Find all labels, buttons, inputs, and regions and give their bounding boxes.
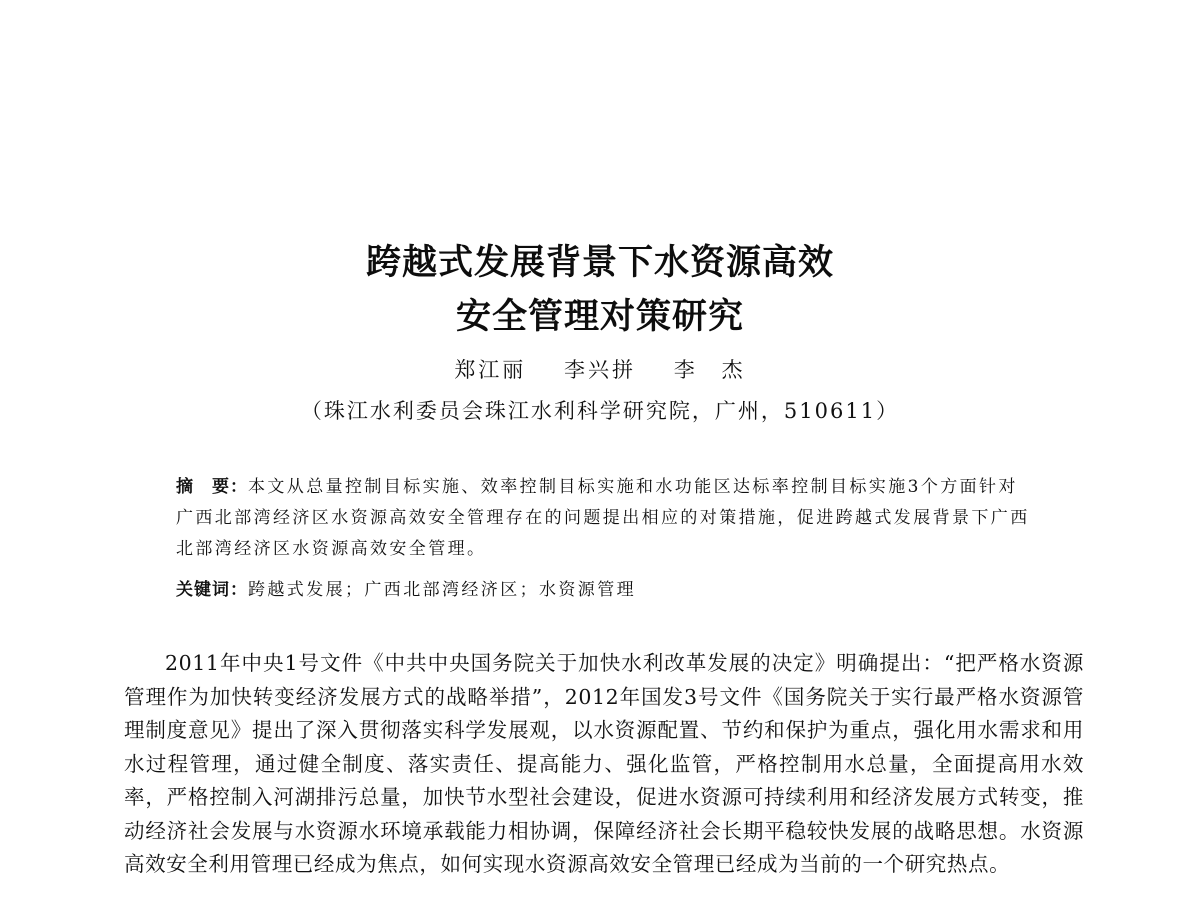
keywords-label: 关键词：	[176, 580, 248, 600]
paper-title	[0, 236, 1200, 344]
author-1: 郑江丽	[454, 358, 527, 382]
abstract-label-part1: 摘	[176, 477, 194, 497]
keywords-text: 跨越式发展；广西北部湾经济区；水资源管理	[248, 580, 636, 600]
abstract-label	[176, 477, 248, 497]
author-affiliation: （珠江水利委员会珠江水利科学研究院，广州，510611）	[300, 399, 900, 423]
author-2: 李兴拼	[564, 358, 636, 382]
abstract-text: 本文从总量控制目标实施、效率控制目标实施和水功能区达标率控制目标实施3个方面针对广西北部湾经济区水资源高效安全管理存在的问题提出相应的对策措施，促进跨越式发展背景下广西北部湾经济区水资源高效安全管理。	[176, 477, 1030, 559]
abstract	[176, 472, 1036, 565]
author-3: 李 杰	[673, 358, 746, 382]
abstract-label-part2: 要：	[212, 477, 248, 497]
author-list	[0, 355, 1200, 385]
keywords	[176, 575, 1036, 606]
title-line-1: 跨越式发展背景下水资源高效	[365, 243, 834, 283]
body-paragraph: 2011年中央1号文件《中共中央国务院关于加快水利改革发展的决定》明确提出：“把严格水资源管理作为加快转变经济发展方式的战略举措”，2012年国发3号文件《国务院关于实行最严格水资源管理制度意见》提出了深入贯彻落实科学发展观，以水资源配置、节约和保护为重点，强化用水需求和用水过程管理，通过健全制度、落实责任、提高能力、强化监管，严格控制用水总量，全面提高用水效率，严格控制入河湖排污总量，加快节水型社会建设，促进水资源可持续利用和经济发展方式转变，推动经济社会发展与水资源水环境承载能力相协调，保障经济社会长期平稳较快发展的战略思想。水资源高效安全利用管理已经成为焦点，如何实现水资源高效安全管理已经成为当前的一个研究热点。	[124, 651, 1084, 876]
title-line-2: 安全管理对策研究	[455, 297, 744, 337]
